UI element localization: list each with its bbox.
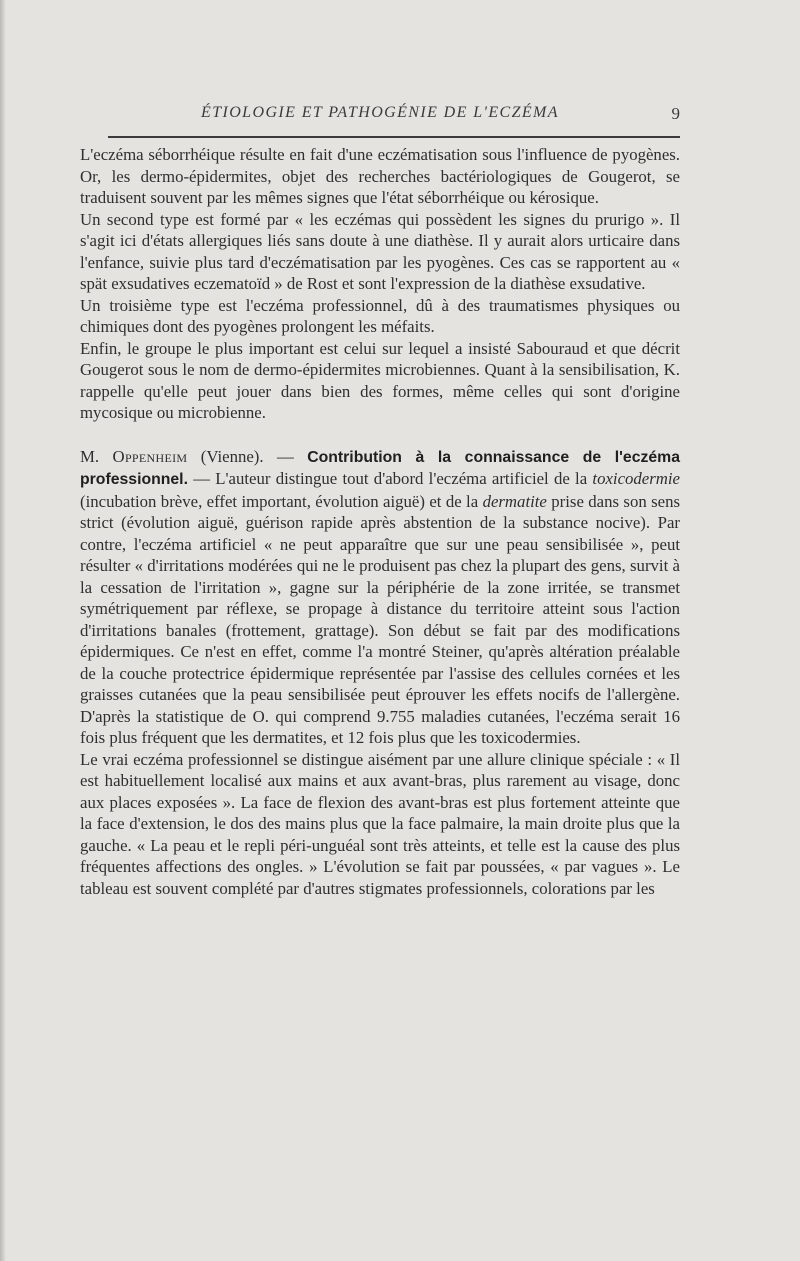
paragraph-second-type: Un second type est formé par « les eczémas qui possèdent les signes du prurigo ». Il s'agit ici d'états allergiques liés sans doute à une diathèse. Il y aurait alors urticaire dans l'enfance, suivie plus tard d'eczématisation par les pyogènes. Ces cas se rapportent au « spät exsudatives eczematoïd » de Rost et sont l'expression de la diathèse exsudative. xyxy=(80,209,680,293)
author-location: (Vienne). xyxy=(200,446,264,466)
paragraph-third-type: Un troisième type est l'eczéma professionnel, dû à des traumatismes physiques ou chimiques dont des pyogènes prolongent les méfaits. xyxy=(80,295,680,336)
paragraph-seborrheic: L'eczéma séborrhéique résulte en fait d'une eczématisation sous l'influence de pyogènes. Or, les dermo-épidermites, objet des recherches bactériologiques de Gougerot, se traduisent souvent par les mêmes signes que l'état séborrhéique ou kérosique. xyxy=(80,145,680,207)
page-number: 9 xyxy=(671,104,680,123)
page-body xyxy=(80,144,680,899)
term-toxicodermie: toxicodermie xyxy=(592,469,681,488)
article-title: Contribution à la connaissance de l'eczéma professionnel. xyxy=(80,448,681,488)
title-dash: — xyxy=(277,446,294,466)
paragraph-true-professional-eczema: Le vrai eczéma professionnel se distingue aisément par une allure clinique spéciale : « Il est habituellement localisé aux mains et aux avant-bras, plus rarement au visage, donc aux places exposées ». La face de flexion des avant-bras est plus fortement atteinte que la face d'extension, le dos des mains plus que la face palmaire, la main droite plus que la gauche. « La peau et le repli péri-unguéal sont très atteints, et telle est la cause des plus fréquentes affections des ongles. » L'évolution se fait par poussées, « par vagues ». Le tableau est souvent complété par d'autres stigmates professionnels, colorations par les xyxy=(80,749,680,898)
article-text-a: L'auteur distingue tout d'abord l'eczéma artificiel de la xyxy=(215,469,588,488)
running-title: ÉTIOLOGIE ET PATHOGÉNIE DE L'ECZÉMA xyxy=(201,104,559,121)
author-name: Oppenheim xyxy=(112,446,188,466)
page-edge-shadow xyxy=(0,0,6,1261)
paragraph-fourth-group: Enfin, le groupe le plus important est celui sur lequel a insisté Sabouraud et que décrit Gougerot sous le nom de dermo-épidermites microbiennes. Quant à la sensibilisation, K. rappelle qu'elle peut jouer dans bien des formes, même celles qui sont d'origine mycosique ou microbienne. xyxy=(80,338,680,422)
header-rule xyxy=(108,136,680,138)
article-oppenheim xyxy=(80,446,680,749)
dash-2: — xyxy=(193,469,210,488)
author-initial: M. xyxy=(80,446,100,466)
term-dermatite: dermatite xyxy=(482,491,547,511)
article-text-b: (incubation brève, effet important, évolution aiguë) et de la xyxy=(80,491,479,511)
page-header xyxy=(80,104,680,130)
article-text-c: prise dans son sens strict (évolution aiguë, guérison rapide après abstention de la substance nocive). Par contre, l'eczéma artificiel « ne peut apparaître que sur une peau sensibilisée », peut résulter « d'irritations modérées qui ne le produisent pas chez la plupart des gens, survit à la cessation de l'irritation », gagne sur la périphérie de la zone irritée, se transmet symétriquement par réflexe, se propage à distance du territoire atteint sous l'action d'irritations banales (frottement, grattage). Son début se fait par des modifications épidermiques. Ce n'est en effet, comme l'a montré Steiner, qu'après altération préalable de la couche protectrice épidermique représentée par l'assise des cellules cornées et les graisses cutanées que la peau sensibilisée peut éprouver les effets nocifs de l'allergène. D'après la statistique de O. qui comprend 9.755 maladies cutanées, l'eczéma serait 16 fois plus fréquent que les dermatites, et 12 fois plus que les toxicodermies. xyxy=(80,491,681,747)
